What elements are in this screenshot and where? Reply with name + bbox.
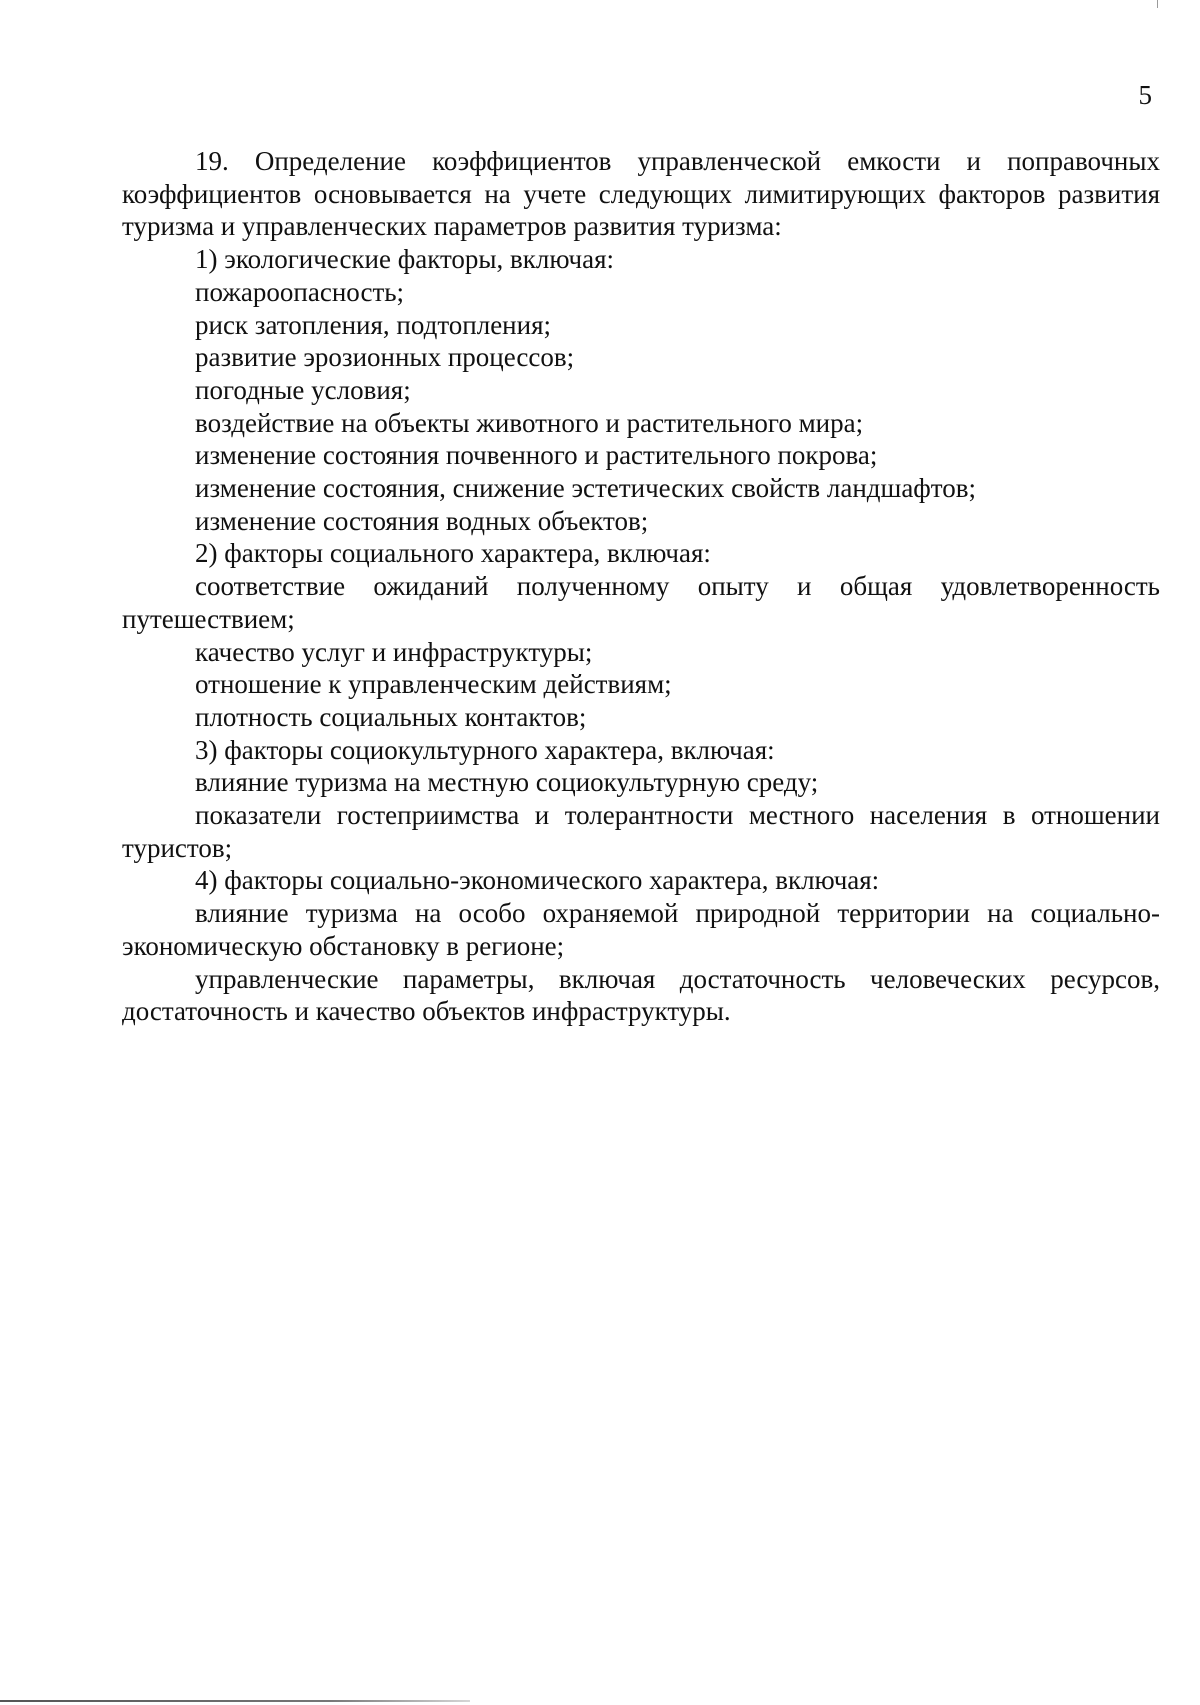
list-item: влияние туризма на особо охраняемой природной территории на социально-экономическую обстановку в регионе; [122,898,1160,961]
list-item: соответствие ожиданий полученному опыту и общая удовлетворенность путешествием; [122,571,1160,634]
list-item-social-factors: 2) факторы социального характера, включая: [195,538,711,569]
list-item-ecological-factors: 1) экологические факторы, включая: [195,244,615,275]
list-item: плотность социальных контактов; [195,701,587,732]
paragraph-section-19: 19. Определение коэффициентов управленческой емкости и поправочных коэффициентов основывается на учете следующих лимитирующих факторов развития туризма и управленческих параметров развития туризма: [122,146,1160,242]
list-item: воздействие на объекты животного и растительного мира; [195,407,864,438]
list-item: качество услуг и инфраструктуры; [195,636,593,667]
list-item: развитие эрозионных процессов; [195,342,575,373]
scan-artifact-mark [1157,0,1158,8]
list-item: управленческие параметры, включая достаточность человеческих ресурсов, достаточность и качество объектов инфраструктуры. [122,963,1160,1027]
list-item: изменение состояния почвенного и растительного покрова; [195,440,878,471]
document-body [122,145,1160,1028]
list-item: погодные условия; [195,374,411,405]
list-item: влияние туризма на местную социокультурную среду; [195,767,819,798]
list-item: отношение к управленческим действиям; [195,669,672,700]
page-number: 5 [1138,80,1152,110]
list-item-socioeconomic-factors: 4) факторы социально-экономического характера, включая: [195,865,880,896]
list-item: пожароопасность; [195,276,405,307]
list-item: риск затопления, подтопления; [195,309,551,340]
list-item-sociocultural-factors: 3) факторы социокультурного характера, включая: [195,734,775,765]
list-item: изменение состояния водных объектов; [195,505,649,536]
list-item: показатели гостеприимства и толерантности местного населения в отношении туристов; [122,800,1160,863]
scan-artifact-line [0,1700,470,1702]
list-item: изменение состояния, снижение эстетических свойств ландшафтов; [195,473,976,504]
